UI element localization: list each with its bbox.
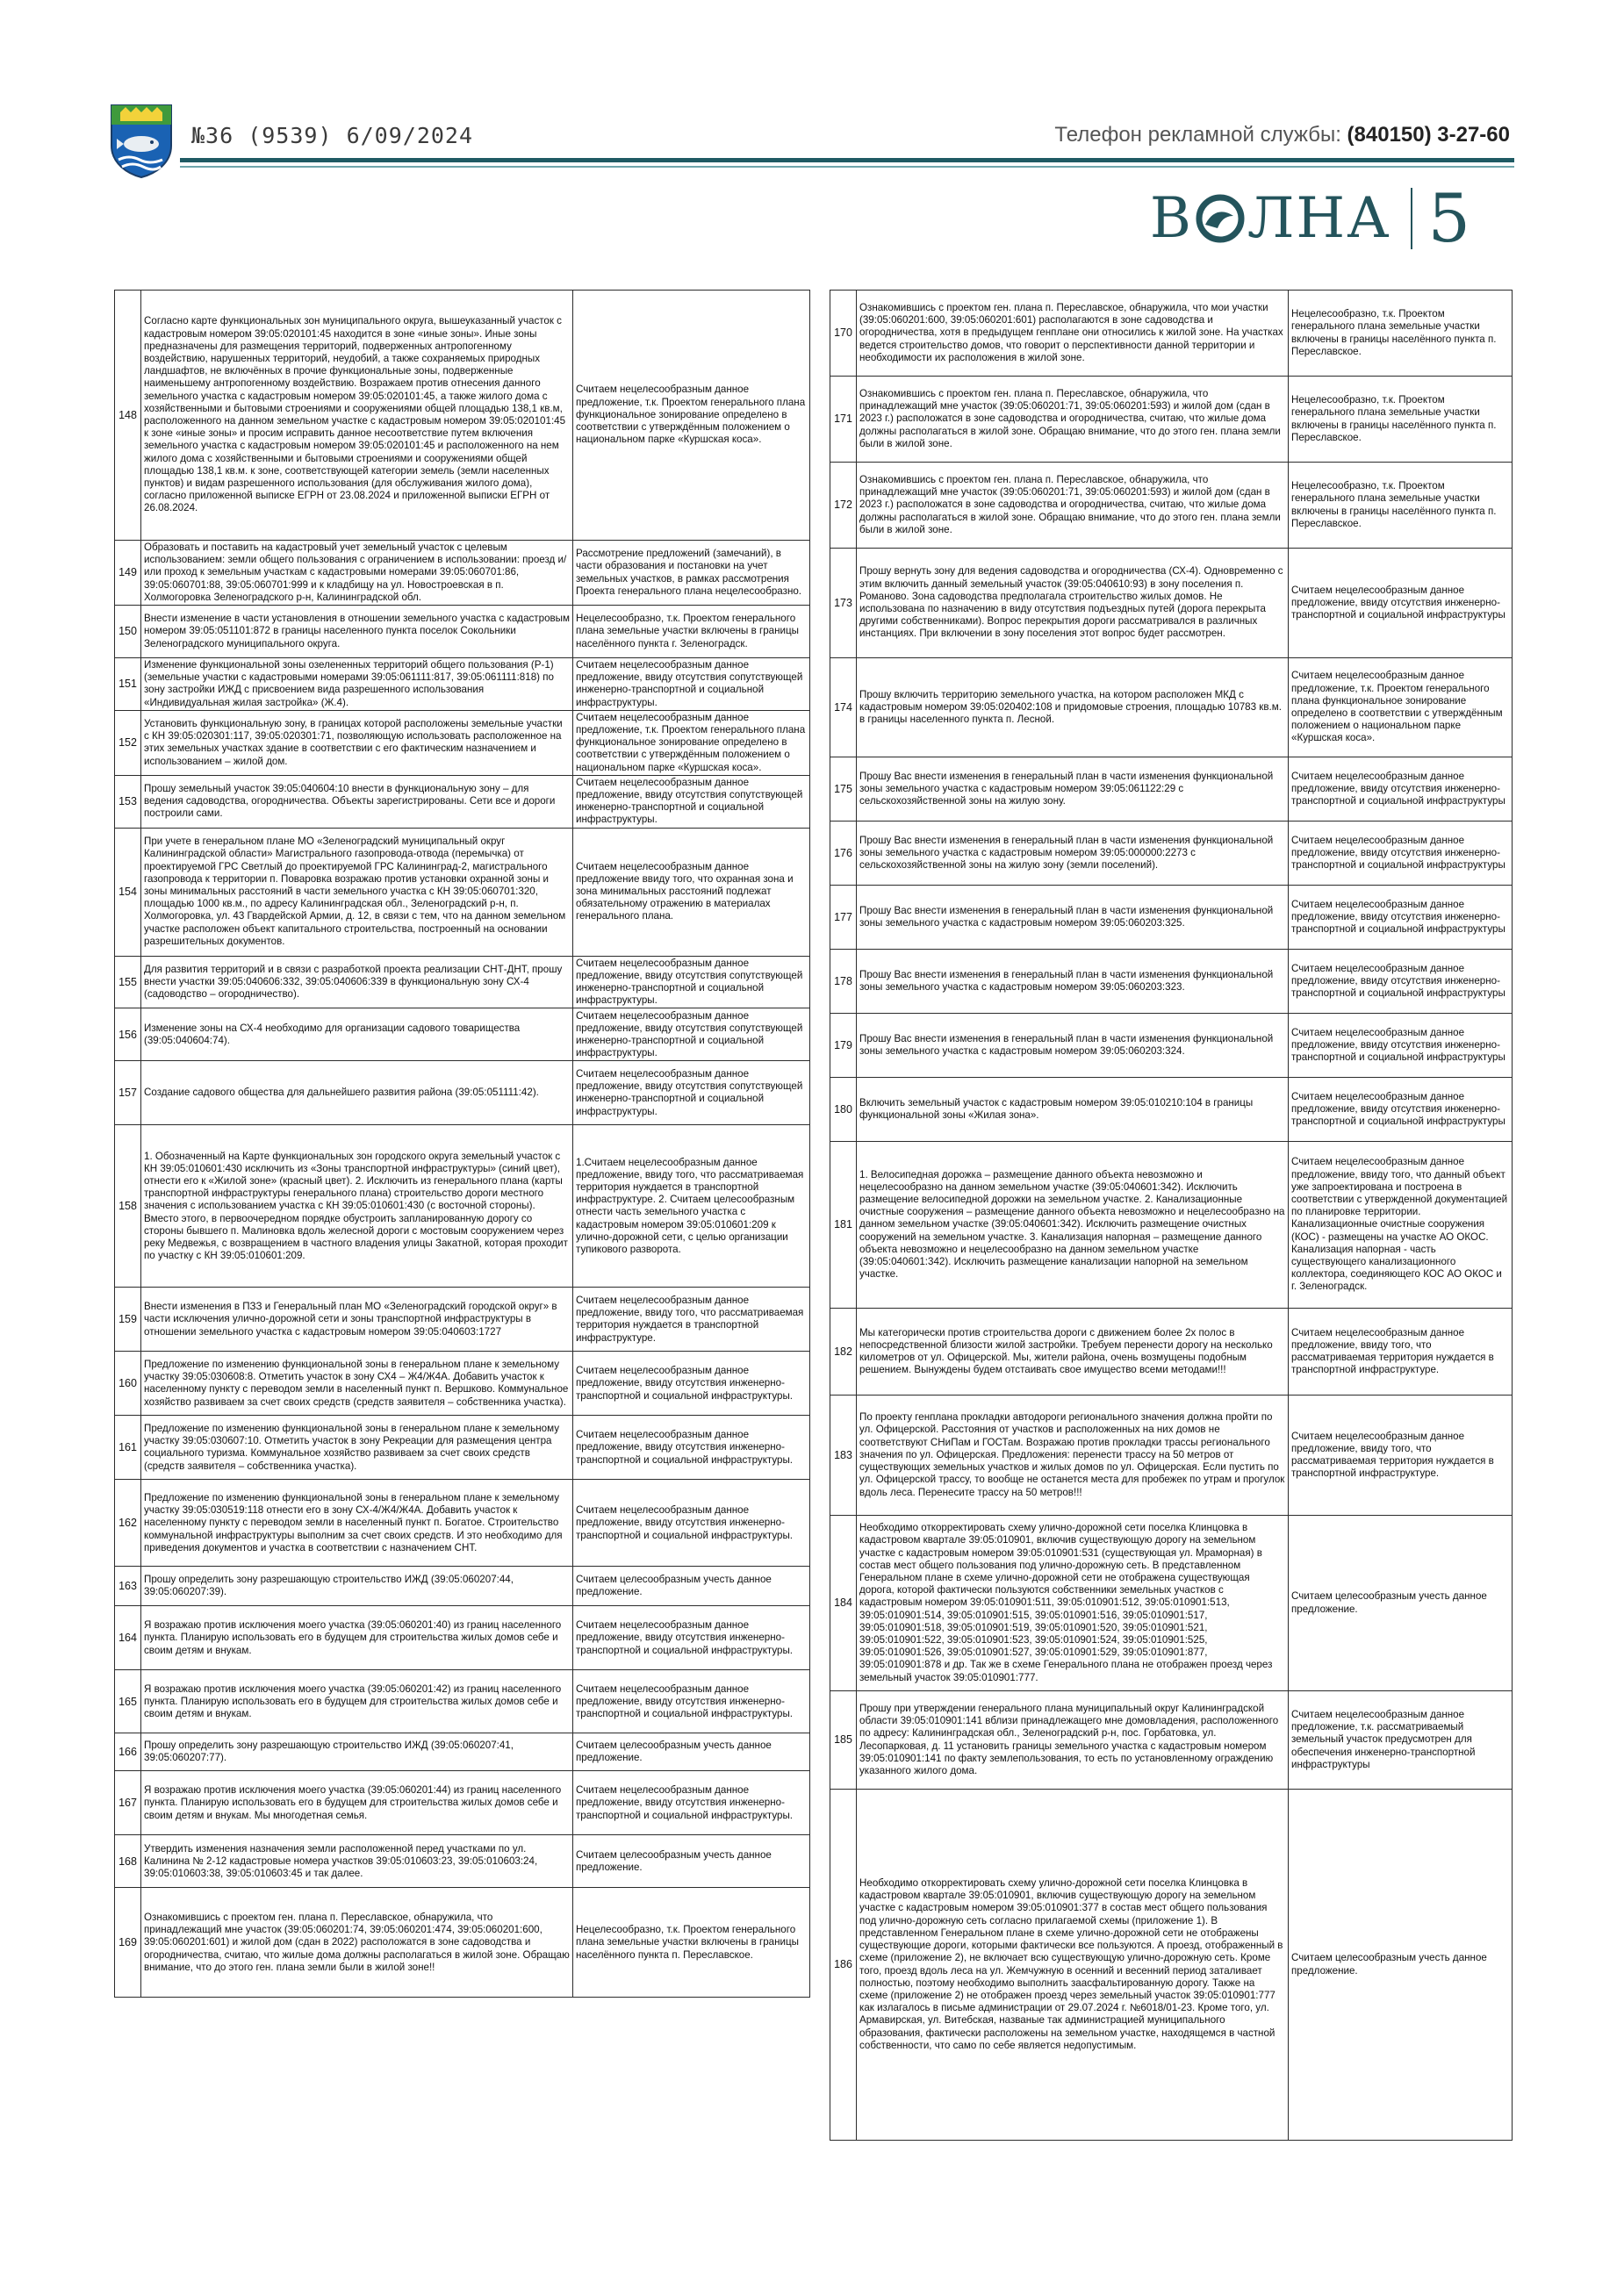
page-header (0, 0, 1624, 281)
header-rule (180, 158, 1514, 162)
row-number: 162 (115, 1480, 141, 1567)
row-number: 179 (830, 1014, 857, 1078)
ad-phone-number: (840150) 3-27-60 (1347, 123, 1510, 147)
decision-text: Считаем нецелесообразным данное предложение, ввиду того, что рассматриваемая территория нуждается в транспортной инфраструктуре. (573, 1288, 810, 1352)
decision-text: Считаем целесообразным учесть данное предложение. (573, 1567, 810, 1606)
row-number: 153 (115, 775, 141, 828)
row-number: 177 (830, 886, 857, 950)
table-row (115, 710, 810, 775)
proposal-text: Я возражаю против исключения моего участка (39:05:060201:44) из границ населенного пункта. Планирую использовать его в будущем для строительства жилых домов себе и своим детям и внукам. Мы многодетная семья. (141, 1771, 573, 1835)
decision-text: Считаем нецелесообразным данное предложение, ввиду того, что рассматриваемая территория нуждается в транспортной инфраструктуре. (1289, 1309, 1513, 1396)
decision-text: Считаем нецелесообразным данное предложение, ввиду отсутствия инженерно-транспортной и социальной инфраструктуры. (573, 1352, 810, 1416)
proposal-text: Ознакомившись с проектом ген. плана п. Переславское, обнаружила, что принадлежащий мне участок (39:05:060201:71, 39:05:060201:593) и жилой дом (сдан в 2023 г.) расположатся в зоне садоводства и огородничества, считаю, что жилые дома должны располагаться в жилой зоне. Обращаю внимание, что до этого ген. плана земли были в жилой зоне. (857, 377, 1289, 463)
decision-text: Считаем целесообразным учесть данное предложение. (1289, 1516, 1513, 1691)
decision-text: Нецелесообразно, т.к. Проектом генерального плана земельные участки включены в границы населённого пункта п. Переславское. (573, 1888, 810, 1998)
proposal-text: Прошу Вас внести изменения в генеральный план в части изменения функциональной зоны земельного участка с кадастровым номером 39:05:060203:323. (857, 950, 1289, 1014)
coat-of-arms-icon (110, 104, 173, 179)
proposal-text: Прошу определить зону разрешающую строительство ИЖД (39:05:060207:41, 39:05:060207:77). (141, 1733, 573, 1771)
decision-text: Считаем нецелесообразным данное предложение, ввиду того, что данный объект уже запроектирована и построена в соответствии с утвержденной документацией по планировке территории. Канализационные очистные сооружения (КОС) - размещены на участке АО ОКОС. Канализация напорная - часть существующего канализационного коллектора, соединяющего КОС АО ОКОС и г. Зеленоградск. (1289, 1142, 1513, 1309)
row-number: 178 (830, 950, 857, 1014)
logo-letter-v: В (1149, 186, 1193, 251)
decision-text: Считаем нецелесообразным данное предложение, ввиду отсутствия инженерно-транспортной и социальной инфраструктуры (1289, 757, 1513, 822)
page-number: 5 (1427, 179, 1470, 257)
table-row (830, 950, 1513, 1014)
table-row (115, 1352, 810, 1416)
proposal-text: По проекту генплана прокладки автодороги регионального значения должна пройти по ул. Офицерской. Расстояния от участков и расположенных на них домов не соответствуют СНиПам и ГОСТам. Возражаю против прокладки трассы регионального значения по ул. Офицерская. Предложения: перенести трассу на 50 метров от существующих земельных участков и жилых домов по ул. Офицерская. Если пустить по ул. Офицерской трассу, то вообще не останется места для пробежек по утрам и прогулок вдоль леса. Перенесите трассу на 50 метров!!! (857, 1396, 1289, 1516)
decision-text: Считаем нецелесообразным данное предложение, ввиду отсутствия инженерно-транспортной и социальной инфраструктуры (1289, 549, 1513, 658)
row-number: 169 (115, 1888, 141, 1998)
decision-text: Считаем целесообразным учесть данное предложение. (573, 1835, 810, 1888)
ad-phone (1054, 123, 1510, 147)
row-number: 155 (115, 956, 141, 1008)
proposal-text: Ознакомившись с проектом ген. плана п. Переславское, обнаружила, что мои участки (39:05:060201:600, 39:05:060201:601) располагаются в зоне садоводства и огородничества, хотя в предыдущем генплане они относились к жилой зоне. На участках ведется строительство домов, что говорит о перспективности данной территории и необходимости их расположения в жилой зоне. (857, 291, 1289, 377)
row-number: 156 (115, 1008, 141, 1061)
row-number: 180 (830, 1078, 857, 1142)
decision-text: Считаем нецелесообразным данное предложение ввиду того, что охранная зона и зона минимальных расстояний подлежат обязательному отражению в материалах генерального плана. (573, 828, 810, 956)
newspaper-brand (1149, 179, 1470, 257)
decision-text: Считаем целесообразным учесть данное предложение. (573, 1733, 810, 1771)
table-row (115, 658, 810, 711)
row-number: 172 (830, 463, 857, 549)
table-row (830, 886, 1513, 950)
proposal-text: Предложение по изменению функциональной зоны в генеральном плане к земельному участку 39:05:030519:118 отнести его в зону СХ-4/Ж4/Ж4А. Добавить участок к населенному пункту с переводом земли в населенный пункт п. Богатое. Строительство коммунальной инфраструктуры выполним за счет своих средств. И это необходимо для приведения документов и участка в соответствии с назначением СНТ. (141, 1480, 573, 1567)
table-row (115, 291, 810, 541)
decision-text: Считаем нецелесообразным данное предложение, ввиду отсутствия сопутствующей инженерно-транспортной и социальной инфраструктуры. (573, 1008, 810, 1061)
row-number: 185 (830, 1691, 857, 1790)
proposal-text: Образовать и поставить на кадастровый учет земельный участок с целевым использованием: земли общего пользования с ограничением в использовании: проезд и/или проход к земельным участкам с кадастровыми номерами 39:05:060701:86, 39:05:060701:88, 39:05:060701:999 и к кладбищу на ул. Новостроевская в п. Холмогоровка Зеленоградского р-н, Калининградской обл. (141, 541, 573, 606)
table-row (830, 1309, 1513, 1396)
proposal-text: Предложение по изменению функциональной зоны в генеральном плане к земельному участку 39:05:030607:10. Отметить участок в зону Рекреации для размещения центра социального туризма. Коммунальное хозяйство развиваем за счет своих средств (средств заявителя – собственника участка). (141, 1416, 573, 1480)
proposal-text: Для развития территорий и в связи с разработкой проекта реализации СНТ-ДНТ, прошу внести участки 39:05:040606:332, 39:05:040606:339 в функциональную зону СХ-4 (садоводство – огородничество). (141, 956, 573, 1008)
proposal-text: Изменение зоны на СХ-4 необходимо для организации садового товарищества (39:05:040604:74). (141, 1008, 573, 1061)
table-row (115, 541, 810, 606)
proposal-text: Я возражаю против исключения моего участка (39:05:060201:40) из границ населенного пункта. Планирую использовать его в будущем для строительства жилых домов себе и своим детям и внукам. (141, 1606, 573, 1670)
table-row (830, 291, 1513, 377)
row-number: 167 (115, 1771, 141, 1835)
decision-text: Считаем нецелесообразным данное предложение, ввиду отсутствия инженерно-транспортной и социальной инфраструктуры. (573, 1480, 810, 1567)
proposal-text: Прошу при утверждении генерального плана муниципальный округ Калининградской области 39:05:010901:141 вблизи принадлежащего мне домовладения, расположенного по адресу: Калининградская обл., Зеленоградский р-н, пос. Горбатовка, ул. Лесопарковая, д. 11 установить границы земельного участка с кадастровым номером 39:05:010901:141 по факту землепользования, то есть по установленному ограждению указанного жилого дома. (857, 1691, 1289, 1790)
proposal-text: Прошу Вас внести изменения в генеральный план в части изменения функциональной зоны земельного участка с кадастровым номером 39:05:000000:2273 с сельскохозяйственной зоны на жилую зону (земли поселений). (857, 822, 1289, 886)
table-row (115, 1567, 810, 1606)
table-row (830, 549, 1513, 658)
proposals-table-left (114, 290, 810, 1998)
row-number: 186 (830, 1790, 857, 2141)
row-number: 174 (830, 658, 857, 757)
table-row (830, 1790, 1513, 2141)
decision-text: Считаем нецелесообразным данное предложение, ввиду отсутствия инженерно-транспортной и социальной инфраструктуры. (573, 1771, 810, 1835)
row-number: 163 (115, 1567, 141, 1606)
row-number: 173 (830, 549, 857, 658)
proposal-text: Прошу вернуть зону для ведения садоводства и огородничества (СХ-4). Одновременно с этим включить данный земельный участок (39:05:040610:93) в зону поселения п. Романово. Зона садоводства предполагала строительство жилых домов. Не использована по назначению в виду отсутствия подъездных путей (дорога перекрыта другими собственниками). Вопрос перекрытия дороги рассматривался в различных инстанциях. При включении в зону поселения этот вопрос будет рассмотрен. (857, 549, 1289, 658)
proposal-text: Прошу Вас внести изменения в генеральный план в части изменения функциональной зоны земельного участка с кадастровым номером 39:05:060203:325. (857, 886, 1289, 950)
proposal-text: Прошу Вас внести изменения в генеральный план в части изменения функциональной зоны земельного участка с кадастровым номером 39:05:061122:29 с сельскохозяйственной зоны на жилую зону. (857, 757, 1289, 822)
decision-text: Считаем нецелесообразным данное предложение, т.к. Проектом генерального плана функциональное зонирование определено в соответствии с утверждённым положением о национальном парке «Куршская коса». (573, 710, 810, 775)
decision-text: Считаем нецелесообразным данное предложение, т.к. Проектом генерального плана функциональное зонирование определено в соответствии с утверждённым положением о национальном парке «Куршская коса». (1289, 658, 1513, 757)
decision-text: Считаем нецелесообразным данное предложение, ввиду отсутствия инженерно-транспортной и социальной инфраструктуры (1289, 1014, 1513, 1078)
decision-text: Считаем нецелесообразным данное предложение, ввиду отсутствия инженерно-транспортной и социальной инфраструктуры. (573, 1670, 810, 1733)
table-row (115, 1733, 810, 1771)
table-row (830, 1691, 1513, 1790)
decision-text: Считаем нецелесообразным данное предложение, ввиду того, что рассматриваемая территория нуждается в транспортной инфраструктуре. (1289, 1396, 1513, 1516)
proposal-text: Прошу включить территорию земельного участка, на котором расположен МКД с кадастровым номером 39:05:020402:108 и придомовые строения, площадью 10783 кв.м. в границы населенного пункта п. Лесной. (857, 658, 1289, 757)
table-row (830, 1142, 1513, 1309)
proposal-text: Внести изменение в части установления в отношении земельного участка с кадастровым номером 39:05:051101:872 в границы населенного пункта поселок Сокольники Зеленоградского муниципального округа. (141, 606, 573, 658)
table-row (115, 1606, 810, 1670)
table-row (115, 1061, 810, 1125)
table-row (115, 1125, 810, 1288)
table-row (115, 1888, 810, 1998)
proposal-text: Создание садового общества для дальнейшего развития района (39:05:051111:42). (141, 1061, 573, 1125)
proposal-text: Я возражаю против исключения моего участка (39:05:060201:42) из границ населенного пункта. Планирую использовать его в будущем для строительства жилых домов себе и своим детям и внукам. (141, 1670, 573, 1733)
table-row (115, 1480, 810, 1567)
decision-text: Считаем нецелесообразным данное предложение, т.к. рассматриваемый земельный участок предусмотрен для обеспечения инженерно-транспортной инфраструктуры (1289, 1691, 1513, 1790)
proposal-text: Необходимо откорректировать схему улично-дорожной сети поселка Клинцовка в кадастровом квартале 39:05:010901, включив существующую дорогу на земельном участке с кадастровым номером 39:05:010901:377 в состав мест общего пользования под улично-дорожную сеть согласно прилагаемой схемы (приложение 1). В представленном Генеральном плане в схеме улично-дорожной сети не отображены существующие дороги, которыми фактически все пользуются. А проезд, отображенный в схеме (приложение 2), не включает всю существующую улично-дорожную сеть. Кроме того, проезд вдоль леса на ул. Жемчужную в осенний и весенний период заталивает полностью, поэтому необходимо выполнить заасфальтированную дорогу. Также на схеме (приложение 2) не отображен проезд через земельный участок 39:05:010901:777 как излагалось в письме администрации от 29.07.2024 г. №6018/01-23. Кроме того, ул. Армавирская, ул. Витебская, названые так администрацией муниципального образования, фактически расположены на земельном участке, находящемся в частной собственности, что само по себе является недопустимым. (857, 1790, 1289, 2141)
table-row (115, 775, 810, 828)
table-row (115, 1670, 810, 1733)
decision-text: Считаем нецелесообразным данное предложение, ввиду отсутствия сопутствующей инженерно-транспортной и социальной инфраструктуры. (573, 956, 810, 1008)
proposal-text: Прошу Вас внести изменения в генеральный план в части изменения функциональной зоны земельного участка с кадастровым номером 39:05:060203:324. (857, 1014, 1289, 1078)
row-number: 176 (830, 822, 857, 886)
row-number: 150 (115, 606, 141, 658)
proposal-text: Ознакомившись с проектом ген. плана п. Переславское, обнаружила, что принадлежащий мне участок (39:05:060201:71, 39:05:060201:593) и жилой дом (сдан в 2023 г.) расположатся в зоне садоводства и огородничества, считаю, что жилые дома должны располагаться в жилой зоне. Обращаю внимание, что до этого ген. плана земли были в жилой зоне. (857, 463, 1289, 549)
table-row (115, 956, 810, 1008)
decision-text: Считаем нецелесообразным данное предложение, ввиду отсутствия инженерно-транспортной и социальной инфраструктуры. (573, 1606, 810, 1670)
table-row (830, 1516, 1513, 1691)
decision-text: Нецелесообразно, т.к. Проектом генерального плана земельные участки включены в границы населённого пункта п. Переславское. (1289, 377, 1513, 463)
proposal-text: Прошу земельный участок 39:05:040604:10 внести в функциональную зону – для ведения садоводства, огородничества. Объекты зарегистрированы. Сети все и дороги построили сами. (141, 775, 573, 828)
table-row (830, 658, 1513, 757)
row-number: 182 (830, 1309, 857, 1396)
table-row (830, 463, 1513, 549)
proposal-text: 1. Велосипедная дорожка – размещение данного объекта невозможно и нецелесообразно на данном земельном участке (39:05:040601:342). Исключить размещение велосипедной дорожки на земельном участке. 2. Канализационные очистные сооружения – размещение данного объекта невозможно и нецелесообразно на данном земельном участке (39:05:040601:342). Исключить размещение очистных сооружений на земельном участке. 3. Канализация напорная – размещение данного объекта невозможно и нецелесообразно на данном земельном участке (39:05:040601:342). Исключить размещение канализации напорной на земельном участке. (857, 1142, 1289, 1309)
row-number: 181 (830, 1142, 857, 1309)
table-row (115, 1008, 810, 1061)
table-row (115, 606, 810, 658)
decision-text: Считаем нецелесообразным данное предложение, ввиду отсутствия инженерно-транспортной и социальной инфраструктуры (1289, 822, 1513, 886)
decision-text: 1.Считаем нецелесообразным данное предложение, ввиду того, что рассматриваемая территория нуждается в транспортной инфраструктуре. 2. Считаем целесообразным отнести часть земельного участка с кадастровым номером 39:05:010601:209 к улично-дорожной сети, с целью организации тупикового разворота. (573, 1125, 810, 1288)
decision-text: Считаем нецелесообразным данное предложение, ввиду отсутствия сопутствующей инженерно-транспортной и социальной инфраструктуры. (573, 1061, 810, 1125)
decision-text: Считаем нецелесообразным данное предложение, ввиду отсутствия инженерно-транспортной и социальной инфраструктуры (1289, 886, 1513, 950)
table-row (830, 757, 1513, 822)
proposal-text: Установить функциональную зону, в границах которой расположены земельные участки с КН 39:05:020301:117, 39:05:020301:71, позволяющую использовать расположенное на этих земельных участках здание в соответствии с его фактическим назначением и использованием – жилой дом. (141, 710, 573, 775)
proposal-text: Необходимо откорректировать схему улично-дорожной сети поселка Клинцовка в кадастровом квартале 39:05:010901, включив существующую дорогу на земельном участке с кадастровым номером 39:05:010901:531 (существующая ул. Мраморная) в состав мест общего пользования под улично-дорожную сеть. В представленном Генеральном плане в схеме улично-дорожной сети не отображена существующая дорога, которой фактически пользуются собственники земельных участков с кадастровым номером 39:05:010901:511, 39:05:010901:512, 39:05:010901:513, 39:05:010901:514, 39:05:010901:515, 39:05:010901:516, 39:05:010901:517, 39:05:010901:518, 39:05:010901:519, 39:05:010901:520, 39:05:010901:521, 39:05:010901:522, 39:05:010901:523, 39:05:010901:524, 39:05:010901:525, 39:05:010901:526, 39:05:010901:527, 39:05:010901:529, 39:05:010901:877, 39:05:010901:878 и др. Так же в схеме Генерального плана не отображен проезд через земельный участок 39:05:010901:777. (857, 1516, 1289, 1691)
table-row (830, 1396, 1513, 1516)
row-number: 154 (115, 828, 141, 956)
decision-text: Считаем целесообразным учесть данное предложение. (1289, 1790, 1513, 2141)
wave-icon (1195, 193, 1246, 244)
proposal-text: 1. Обозначенный на Карте функциональных зон городского округа земельный участок с КН 39:05:010601:430 исключить из «Зоны транспортной инфраструктуры» (синий цвет), отнести его к «Жилой зоне» (красный цвет). 2. Исключить из генерального плана (карты транспортной инфраструктуры генерального плана) строительство дороги местного значения с использованием участка с КН 39:05:010601:430 (с восточной стороны). Вместо этого, в первоочередном порядке обустроить запланированную дорогу со стороны бывшего п. Малиновка вдоль желесной дороги с мостовым сооружением через реку Медвежья, с возвращением в частного владения улицы Закатной, которая проходит по участку с КН 39:05:010601:209. (141, 1125, 573, 1288)
decision-text: Нецелесообразно, т.к. Проектом генерального плана земельные участки включены в границы населённого пункта п. Переславское. (1289, 291, 1513, 377)
decision-text: Считаем нецелесообразным данное предложение, ввиду отсутствия сопутствующей инженерно-транспортной и социальной инфраструктуры. (573, 775, 810, 828)
row-number: 168 (115, 1835, 141, 1888)
row-number: 165 (115, 1670, 141, 1733)
row-number: 160 (115, 1352, 141, 1416)
table-row (115, 1771, 810, 1835)
proposal-text: Внести изменения в ПЗЗ и Генеральный план МО «Зеленоградский городской округ» в части исключения улично-дорожной сети и зоны транспортной инфраструктуры в отношении земельного участка с кадастровым номером 39:05:040603:1727 (141, 1288, 573, 1352)
row-number: 183 (830, 1396, 857, 1516)
table-row (830, 1078, 1513, 1142)
decision-text: Считаем нецелесообразным данное предложение, ввиду отсутствия сопутствующей инженерно-транспортной и социальной инфраструктуры. (573, 658, 810, 711)
proposal-text: Предложение по изменению функциональной зоны в генеральном плане к земельному участку 39:05:030608:8. Отметить участок в зону СХ4 – Ж4/Ж4А. Добавить участок к населенному пункту с переводом земли в населенный пункт п. Вершково. Коммунальное хозяйство развиваем за счет своих средств (средств заявителя – собственника участка). (141, 1352, 573, 1416)
proposal-text: Изменение функциональной зоны озелененных территорий общего пользования (Р-1) (земельные участки с кадастровыми номерами 39:05:061111:817, 39:05:061111:818) по зону застройки ИЖД с присвоением вида разрешенного использования «Индивидуальная жилая застройка» (Ж.4). (141, 658, 573, 711)
proposal-text: Включить земельный участок с кадастровым номером 39:05:010210:104 в границы функциональной зоны «Жилая зона». (857, 1078, 1289, 1142)
row-number: 148 (115, 291, 141, 541)
row-number: 171 (830, 377, 857, 463)
row-number: 170 (830, 291, 857, 377)
proposals-table-right (830, 290, 1513, 2141)
table-row (115, 828, 810, 956)
proposal-text: Ознакомившись с проектом ген. плана п. Переславское, обнаружила, что принадлежащий мне участок (39:05:060201:74, 39:05:060201:474, 39:05:060201:600, 39:05:060201:601) и жилой дом (сдан в 2022) расположатся в зоне садоводства и огородничества, считаю, что жилые дома должны располагаться в жилой зоне. Обращаю внимание, что до этого ген. плана земли были в жилой зоне!! (141, 1888, 573, 1998)
row-number: 152 (115, 710, 141, 775)
decision-text: Считаем нецелесообразным данное предложение, ввиду отсутствия инженерно-транспортной и социальной инфраструктуры (1289, 1078, 1513, 1142)
row-number: 151 (115, 658, 141, 711)
proposal-text: Мы категорически против строительства дороги с движением более 2х полос в непосредственной близости жилой застройки. Требуем перенести дорогу на несколько километров от ул. Офицерской. Мы, жители района, очень возмущены подобным решением. Вынуждены будем отстаивать свое имущество всеми методами!!! (857, 1309, 1289, 1396)
proposal-text: Прошу определить зону разрешающую строительство ИЖД (39:05:060207:44, 39:05:060207:39). (141, 1567, 573, 1606)
ad-phone-label: Телефон рекламной службы: (1054, 123, 1341, 147)
header-rule-thin (180, 166, 1514, 168)
table-row (830, 822, 1513, 886)
table-row (830, 377, 1513, 463)
logo-letters: ЛНА (1247, 186, 1391, 251)
row-number: 161 (115, 1416, 141, 1480)
row-number: 184 (830, 1516, 857, 1691)
decision-text: Рассмотрение предложений (замечаний), в части образования и постановки на учет земельных участков, в рамках рассмотрения Проекта генерального плана нецелесообразно. (573, 541, 810, 606)
proposal-text: Согласно карте функциональных зон муниципального округа, вышеуказанный участок с кадастровым номером 39:05:020101:45 находится в зоне «иные зоны». Иные зоны предназначены для размещения территорий, подверженных антропогенному воздействию, нарушенных территорий, неудобий, а также сохраняемых природных ландшафтов, не включённых в прочие функциональные зоны, подверженные наименьшему антропогенному воздействию. Возражаем против отнесения данного земельного участка с кадастровым номером 39:05:020101:45, а также жилого дома с хозяйственными и бытовыми строениями и сооружениями общей площадью 138,1 кв.м, расположенного на данном земельном участке с кадастровым номером 39:05:020101:45 к зоне «иные зоны» и просим исправить данное несоответствие путем включения земельного участка с кадастровым номером 39:05:020101:45 и расположенного на нем жилого дома с хозяйственными и бытовыми строениями и сооружениями общей площадью 138,1 кв.м. к зоне, соответствующей категории земель (земли населенных пунктов) и видам разрешенного использования (для обслуживания жилого дома), согласно приложенной выписке ЕГРН от 23.08.2024 и приложенной выписки ЕГРН от 26.08.2024. (141, 291, 573, 541)
decision-text: Считаем нецелесообразным данное предложение, ввиду отсутствия инженерно-транспортной и социальной инфраструктуры (1289, 950, 1513, 1014)
row-number: 149 (115, 541, 141, 606)
decision-text: Считаем нецелесообразным данное предложение, т.к. Проектом генерального плана функциональное зонирование определено в соответствии с утверждённым положением о национальном парке «Куршская коса». (573, 291, 810, 541)
row-number: 159 (115, 1288, 141, 1352)
brand-separator (1411, 188, 1412, 249)
table-row (115, 1416, 810, 1480)
decision-text: Нецелесообразно, т.к. Проектом генерального плана земельные участки включены в границы населённого пункта г. Зеленоградск. (573, 606, 810, 658)
decision-text: Нецелесообразно, т.к. Проектом генерального плана земельные участки включены в границы населённого пункта п. Переславское. (1289, 463, 1513, 549)
row-number: 164 (115, 1606, 141, 1670)
newspaper-logo (1149, 186, 1391, 251)
issue-info: №36 (9539) 6/09/2024 (191, 123, 474, 148)
row-number: 157 (115, 1061, 141, 1125)
decision-text: Считаем нецелесообразным данное предложение, ввиду отсутствия инженерно-транспортной и социальной инфраструктуры. (573, 1416, 810, 1480)
proposal-text: Утвердить изменения назначения земли расположенной перед участками по ул. Калинина № 2-12 кадастровые номера участков 39:05:010603:23, 39:05:010603:24, 39:05:010603:38, 39:05:010603:45 и так далее. (141, 1835, 573, 1888)
table-row (115, 1288, 810, 1352)
table-row (830, 1014, 1513, 1078)
row-number: 175 (830, 757, 857, 822)
proposal-text: При учете в генеральном плане МО «Зеленоградский муниципальный округ Калининградской области» Магистрального газопровода-отвода (перемычка) от проектируемой ГРС Светлый до проектируемой ГРС Калининград-2, магистрального газопровода к территории п. Поваровка возражаю против установки охранной зоны и зоны минимальных расстояний в части земельного участка с КН 39:05:060701:320, площадью 1000 кв.м., по адресу Калининградская обл., Зеленоградский р-н, п. Холмогоровка, ул. 43 Гвардейской Армии, д. 12, в связи с тем, что на данном земельном участке расположен объект капитального строительства, построенный на основании разрешительных документов. (141, 828, 573, 956)
table-row (115, 1835, 810, 1888)
row-number: 166 (115, 1733, 141, 1771)
row-number: 158 (115, 1125, 141, 1288)
